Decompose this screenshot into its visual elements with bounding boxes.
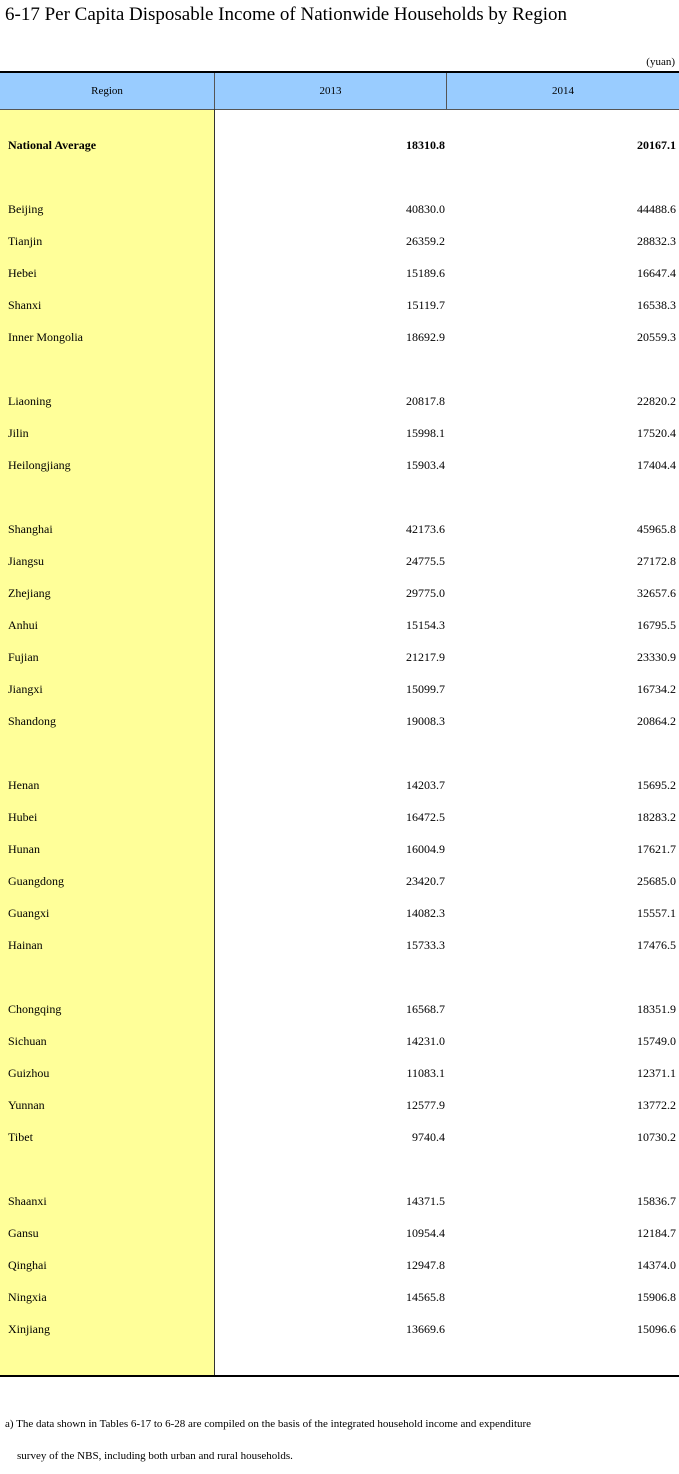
region-name: Shanghai [8,522,53,536]
table-row [0,552,679,570]
table-row [0,232,679,250]
region-name: National Average [8,138,97,152]
region-name: Hunan [8,842,40,856]
page-title: 6-17 Per Capita Disposable Income of Nationwide Households by Region [5,4,567,25]
table-row [0,1320,679,1338]
table-row [0,392,679,410]
value-2013: 10954.4 [406,1226,445,1240]
income-table [0,71,679,1377]
value-2013: 14231.0 [406,1034,445,1048]
value-2013: 13669.6 [406,1322,445,1336]
table-row [0,648,679,666]
region-name: Jiangxi [8,682,43,696]
value-2013: 14082.3 [406,906,445,920]
region-name: Xinjiang [8,1322,50,1336]
value-2013: 18310.8 [406,138,445,152]
value-2014: 45965.8 [637,522,676,536]
value-2013: 24775.5 [406,554,445,568]
header-2014: 2014 [447,73,679,109]
table-row [0,584,679,602]
table-row [0,872,679,890]
region-name: Yunnan [8,1098,45,1112]
header-2013: 2013 [215,73,446,109]
value-2014: 12371.1 [637,1066,676,1080]
value-2013: 15189.6 [406,266,445,280]
value-2014: 27172.8 [637,554,676,568]
value-2014: 32657.6 [637,586,676,600]
value-2014: 16538.3 [637,298,676,312]
region-name: Sichuan [8,1034,47,1048]
value-2014: 15695.2 [637,778,676,792]
table-row [0,712,679,730]
value-2014: 15096.6 [637,1322,676,1336]
table-row [0,1288,679,1306]
value-2013: 19008.3 [406,714,445,728]
region-name: Shandong [8,714,56,728]
value-2014: 17404.4 [637,458,676,472]
table-row [0,840,679,858]
region-name: Hainan [8,938,43,952]
table-row [0,936,679,954]
region-name: Beijing [8,202,44,216]
footnote-line-2: survey of the NBS, including both urban and rural households. [17,1450,293,1462]
region-name: Guangxi [8,906,50,920]
region-name: Inner Mongolia [8,330,83,344]
value-2014: 22820.2 [637,394,676,408]
region-name: Qinghai [8,1258,47,1272]
table-row [0,776,679,794]
region-name: Heilongjiang [8,458,71,472]
value-2014: 44488.6 [637,202,676,216]
value-2013: 15154.3 [406,618,445,632]
table-row [0,1192,679,1210]
table-row [0,1256,679,1274]
region-name: Jilin [8,426,29,440]
value-2014: 23330.9 [637,650,676,664]
value-2013: 16472.5 [406,810,445,824]
value-2013: 21217.9 [406,650,445,664]
region-name: Fujian [8,650,39,664]
value-2014: 16647.4 [637,266,676,280]
value-2013: 42173.6 [406,522,445,536]
header-region: Region [0,73,214,109]
value-2013: 12577.9 [406,1098,445,1112]
region-name: Hubei [8,810,38,824]
region-name: Guangdong [8,874,64,888]
table-row [0,136,679,154]
value-2013: 26359.2 [406,234,445,248]
table-bottom-rule [0,1375,679,1377]
value-2014: 16734.2 [637,682,676,696]
unit-label: (yuan) [646,56,675,68]
table-row [0,424,679,442]
table-row [0,1064,679,1082]
value-2013: 11083.1 [406,1066,445,1080]
region-name: Shaanxi [8,1194,47,1208]
value-2014: 17621.7 [637,842,676,856]
table-row [0,616,679,634]
region-name: Jiangsu [8,554,44,568]
region-name: Anhui [8,618,38,632]
value-2014: 18351.9 [637,1002,676,1016]
table-row [0,680,679,698]
table-row [0,904,679,922]
region-name: Hebei [8,266,37,280]
table-row [0,1032,679,1050]
value-2014: 15836.7 [637,1194,676,1208]
value-2013: 23420.7 [406,874,445,888]
table-row [0,328,679,346]
region-name: Tibet [8,1130,33,1144]
value-2013: 14565.8 [406,1290,445,1304]
table-row [0,456,679,474]
value-2013: 12947.8 [406,1258,445,1272]
table-row [0,264,679,282]
value-2014: 14374.0 [637,1258,676,1272]
table-row [0,296,679,314]
region-name: Guizhou [8,1066,50,1080]
table-row [0,1128,679,1146]
value-2014: 20864.2 [637,714,676,728]
region-name: Gansu [8,1226,39,1240]
table-row [0,808,679,826]
region-name: Zhejiang [8,586,51,600]
value-2013: 18692.9 [406,330,445,344]
table-row [0,1224,679,1242]
value-2013: 15903.4 [406,458,445,472]
value-2013: 15998.1 [406,426,445,440]
region-name: Liaoning [8,394,52,408]
region-name: Chongqing [8,1002,62,1016]
value-2013: 15099.7 [406,682,445,696]
value-2014: 12184.7 [637,1226,676,1240]
value-2013: 16004.9 [406,842,445,856]
region-name: Tianjin [8,234,43,248]
table-row [0,200,679,218]
value-2013: 14371.5 [406,1194,445,1208]
value-2013: 20817.8 [406,394,445,408]
table-row [0,520,679,538]
value-2013: 40830.0 [406,202,445,216]
table-row [0,1000,679,1018]
value-2014: 13772.2 [637,1098,676,1112]
value-2013: 15733.3 [406,938,445,952]
region-name: Shanxi [8,298,42,312]
value-2014: 20559.3 [637,330,676,344]
value-2014: 17520.4 [637,426,676,440]
value-2013: 14203.7 [406,778,445,792]
value-2013: 16568.7 [406,1002,445,1016]
value-2014: 17476.5 [637,938,676,952]
value-2013: 9740.4 [412,1130,445,1144]
value-2014: 15906.8 [637,1290,676,1304]
value-2014: 16795.5 [637,618,676,632]
value-2014: 15749.0 [637,1034,676,1048]
value-2014: 25685.0 [637,874,676,888]
value-2013: 29775.0 [406,586,445,600]
value-2014: 20167.1 [637,138,676,152]
value-2014: 28832.3 [637,234,676,248]
region-name: Ningxia [8,1290,47,1304]
region-name: Henan [8,778,40,792]
value-2014: 10730.2 [637,1130,676,1144]
value-2014: 18283.2 [637,810,676,824]
table-row [0,1096,679,1114]
value-2013: 15119.7 [406,298,445,312]
footnote-line-1: a) The data shown in Tables 6-17 to 6-28 are compiled on the basis of the integrated household income and expenditure [5,1418,532,1430]
value-2014: 15557.1 [637,906,676,920]
